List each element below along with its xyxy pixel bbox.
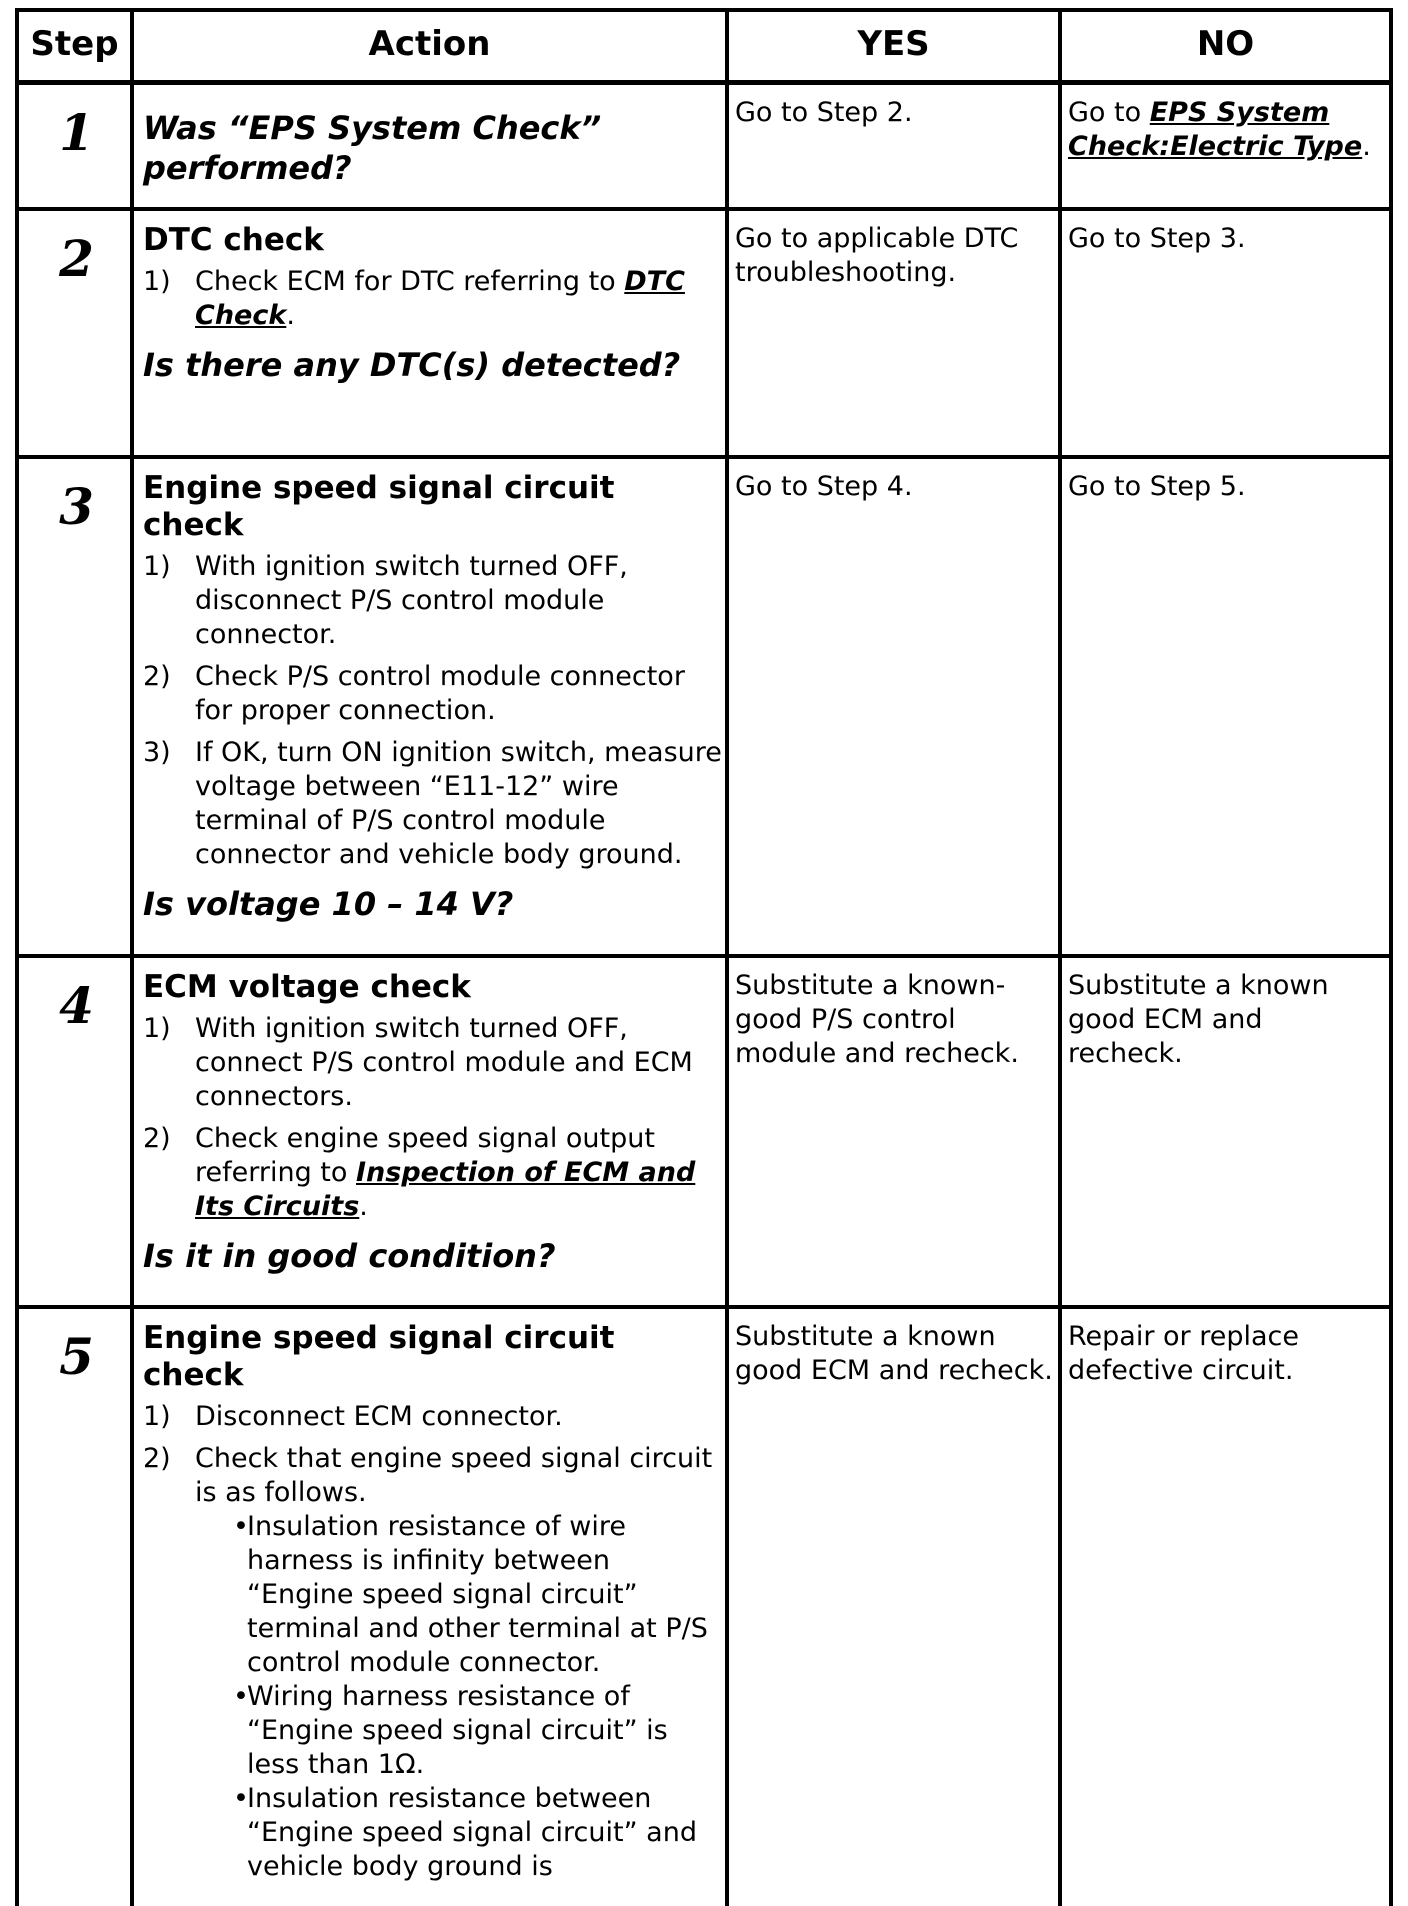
substep-text: With ignition switch turned OFF, disconnect P/S control module connector.	[195, 551, 628, 650]
yes-cell: Substitute a known-good P/S control module and recheck.	[735, 970, 1019, 1069]
substep-suffix: .	[286, 300, 295, 331]
yes-cell: Go to Step 4.	[735, 471, 913, 502]
substep-number: 1)	[143, 266, 171, 297]
header-step: Step	[30, 24, 119, 64]
step-number: 2	[59, 229, 94, 288]
step-number: 1	[59, 103, 94, 162]
substep	[143, 660, 725, 728]
substep-text: Check engine speed signal output referring to	[195, 1123, 655, 1188]
inspection-of-ecm-link[interactable]: Inspection of ECM and Its Circuits	[195, 1157, 696, 1222]
question: Is there any DTC(s) detected?	[143, 346, 681, 384]
substep	[143, 1122, 725, 1224]
bullet-item	[197, 1680, 725, 1782]
substep-list	[143, 1012, 725, 1224]
question: Is it in good condition?	[143, 1237, 556, 1275]
no-cell: Substitute a known good ECM and recheck.	[1068, 970, 1329, 1069]
no-cell	[1068, 96, 1383, 164]
yes-cell: Go to applicable DTC troubleshooting.	[735, 223, 1019, 288]
substep-list	[143, 550, 725, 872]
no-cell: Go to Step 5.	[1068, 471, 1246, 502]
substep	[143, 550, 725, 652]
action-cell	[143, 222, 725, 385]
substep-number: 2)	[143, 1123, 171, 1154]
grid-line	[15, 455, 1393, 459]
bullet-list	[195, 1510, 725, 1884]
bullet-text: Insulation resistance of wire harness is infinity between “Engine speed signal circuit” terminal and other terminal at P/S control module connector.	[247, 1511, 708, 1678]
grid-line	[15, 80, 1393, 85]
grid-line	[15, 1305, 1393, 1309]
step-title: Engine speed signal circuit check	[143, 470, 615, 543]
substep-number: 1)	[143, 1013, 171, 1044]
substep-text: Check that engine speed signal circuit is as follows.	[195, 1443, 713, 1508]
substep-text: Disconnect ECM connector.	[195, 1401, 563, 1432]
bullet-text: Insulation resistance between “Engine speed signal circuit” and vehicle body ground is	[247, 1783, 697, 1882]
step-number: 4	[59, 976, 94, 1035]
step-number: 5	[59, 1327, 94, 1386]
substep-number: 1)	[143, 551, 171, 582]
no-cell: Go to Step 3.	[1068, 223, 1246, 254]
substep-text: Check P/S control module connector for proper connection.	[195, 661, 685, 726]
header-action: Action	[368, 24, 491, 64]
grid-line	[15, 954, 1393, 958]
step-title: ECM voltage check	[143, 969, 471, 1005]
troubleshooting-table	[15, 8, 1393, 1906]
bullet-item	[197, 1510, 725, 1680]
substep	[143, 736, 725, 872]
action-cell	[143, 1320, 725, 1892]
substep-text: With ignition switch turned OFF, connect P/S control module and ECM connectors.	[195, 1013, 693, 1112]
substep	[143, 1400, 725, 1434]
question: Was “EPS System Check” performed?	[143, 109, 602, 187]
substep-list	[143, 265, 725, 333]
substep	[143, 265, 725, 333]
action-cell	[143, 108, 725, 188]
step-title: DTC check	[143, 222, 324, 258]
bullet-item	[197, 1782, 725, 1884]
substep-number: 3)	[143, 737, 171, 768]
header-yes: YES	[857, 24, 930, 64]
substep-list	[143, 1400, 725, 1884]
substep-suffix: .	[359, 1191, 368, 1222]
bullet-marker: •	[233, 1783, 249, 1814]
bullet-marker: •	[233, 1681, 249, 1712]
no-prefix: Go to	[1068, 97, 1150, 128]
dtc-check-link[interactable]: DTC Check	[195, 266, 685, 331]
no-suffix: .	[1362, 131, 1371, 162]
bullet-marker: •	[233, 1511, 249, 1542]
substep-number: 2)	[143, 1443, 171, 1474]
action-cell	[143, 470, 725, 924]
substep-text: If OK, turn ON ignition switch, measure voltage between “E11-12” wire terminal of P/S control module connector and vehicle body ground.	[195, 737, 722, 870]
substep	[143, 1442, 725, 1884]
yes-cell: Substitute a known good ECM and recheck.	[735, 1321, 1053, 1386]
substep-number: 2)	[143, 661, 171, 692]
eps-system-check-link[interactable]: EPS System Check:Electric Type	[1068, 97, 1363, 162]
header-no: NO	[1196, 24, 1255, 64]
yes-cell: Go to Step 2.	[735, 97, 913, 128]
no-cell: Repair or replace defective circuit.	[1068, 1321, 1299, 1386]
step-number: 3	[59, 477, 94, 536]
step-title: Engine speed signal circuit check	[143, 1320, 615, 1393]
substep-text: Check ECM for DTC referring to	[195, 266, 625, 297]
action-cell	[143, 969, 725, 1276]
substep	[143, 1012, 725, 1114]
question: Is voltage 10 – 14 V?	[143, 885, 514, 923]
grid-line	[15, 207, 1393, 211]
substep-number: 1)	[143, 1401, 171, 1432]
bullet-text: Wiring harness resistance of “Engine speed signal circuit” is less than 1Ω.	[247, 1681, 668, 1780]
